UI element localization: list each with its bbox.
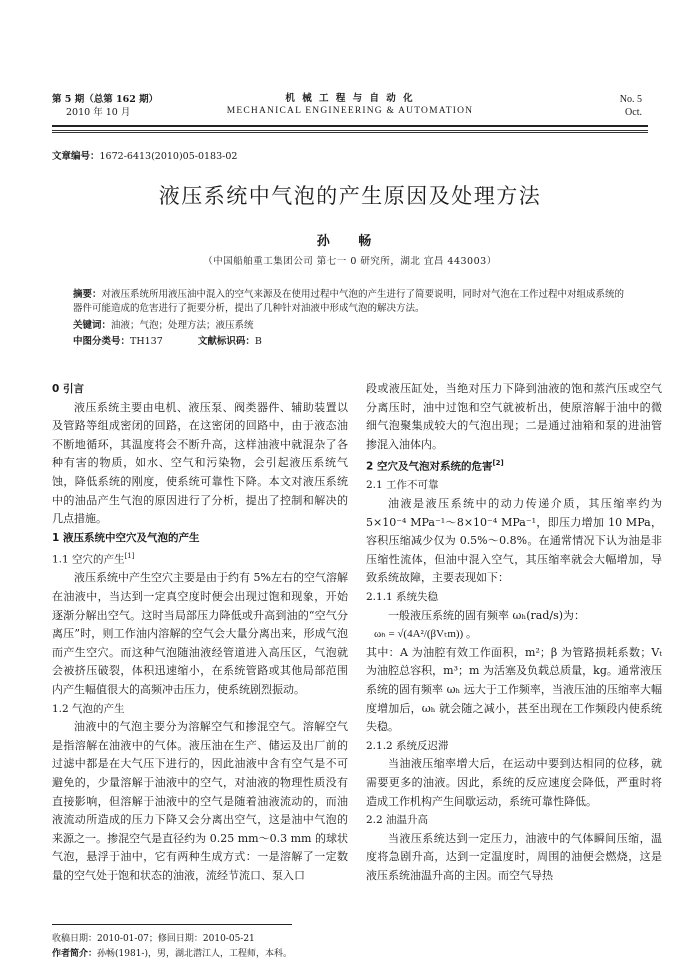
body-column-right — [366, 380, 662, 886]
section-heading-2 — [366, 454, 662, 476]
header-rule — [52, 125, 648, 127]
issue-month-en: Oct. — [625, 107, 642, 118]
subsection-title: 1.1 空穴的产生 — [52, 553, 125, 566]
section-title: 2 空穴及气泡对系统的危害 — [366, 460, 493, 473]
subsection-heading-1-1 — [52, 547, 348, 569]
formula-natural-frequency: ωₕ = √(4A²/(βVₜm)) 。 — [374, 628, 477, 641]
issue-no-en: No. 5 — [619, 94, 642, 105]
paragraph: 油液是液压系统中的动力传递介质，其压缩率约为 5×10⁻⁴ MPa⁻¹～8×10⁻⁴ MPa⁻¹，即压力增加 10 MPa，容积压缩减少仅为 0.5%～0.8%。在通常情况下认为油是非压缩性流体，但油中混入空气，其压缩率就会大幅增加，导致系统故障，主要表现如下： — [366, 497, 662, 585]
section-heading-intro: 0 引言 — [52, 383, 84, 395]
article-number-label: 文章编号： — [52, 151, 100, 162]
journal-name-cn: 机 械 工 程 与 自 动 化 — [285, 93, 415, 104]
subsection-heading-1-2: 1.2 气泡的产生 — [52, 702, 125, 715]
clc-label: 中图分类号： — [73, 336, 131, 347]
article-number — [52, 148, 237, 162]
paragraph: 液压系统中产生空穴主要是由于约有 5%左右的空气溶解在油液中，当达到一定真空度时便会出现过饱和现象，开始逐渐分解出空气。这时当局部压力降低或升高到油的“空气分离压”时，则工作油内溶解的空气会大量分离出来，形成气泡而产生空穴。而这种气泡随油液经管道进入高压区，气泡就会被挤压破裂，体积迅速缩小，在系统管路或其他局部范围内产生幅值很大的高频冲击压力，使系统剧烈振动。 — [52, 571, 348, 696]
subsubsection-heading-2-1-2: 2.1.2 系统反迟滞 — [366, 739, 449, 752]
affiliation: （中国船舶重工集团公司 第七一 0 研究所，湖北 宜昌 443003） — [203, 256, 497, 267]
paragraph: 当油液压缩率增大后，在运动中要到达相同的位移，就需要更多的油液。因此，系统的反应速度会降低，严重时将造成工作机构产生间歇运动，系统可靠性降低。 — [366, 757, 662, 808]
footnote-dates: 收稿日期：2010-01-07；修回日期：2010-05-21 — [52, 934, 255, 944]
footnote-author — [52, 946, 292, 959]
doc-code-value: B — [254, 336, 262, 347]
doc-code-label: 文献标识码： — [197, 336, 255, 347]
issue-info — [52, 93, 158, 119]
citation-ref: [1] — [124, 552, 135, 561]
abstract-label: 摘要： — [73, 289, 102, 300]
journal-name — [200, 92, 500, 118]
abstract — [73, 288, 629, 316]
article-number-value: 1672-6413(2010)05-0183-02 — [99, 151, 238, 162]
journal-name-en: MECHANICAL ENGINEERING & AUTOMATION — [226, 106, 474, 116]
author-bio-text: 孙畅(1981-)，男，湖北潜江人，工程师，本科。 — [97, 949, 292, 959]
header-rule-double — [52, 130, 648, 135]
subsubsection-heading-2-1-1: 2.1.1 系统失稳 — [366, 591, 439, 604]
keywords-label: 关键词： — [73, 320, 112, 331]
keywords — [73, 317, 254, 331]
issue-info-en — [620, 93, 642, 119]
subsection-heading-2-1: 2.1 工作不可靠 — [366, 479, 439, 492]
paragraph: 其中：A 为油腔有效工作面积，m²；β 为管路损耗系数；Vₜ 为油腔总容积，m³；m 为活塞及负载总质量，kg。通常液压系统的固有频率 ωₕ 远大于工作频率，当液压油的压缩率大幅度增加后，ωₕ 就会随之减小，甚至出现在工作频段内使系统失稳。 — [366, 645, 662, 734]
citation-ref: [2] — [492, 459, 504, 468]
subsection-heading-2-2: 2.2 油温升高 — [366, 814, 429, 827]
issue-number: 第 5 期（总第 162 期） — [52, 94, 159, 105]
paragraph: 油液中的气泡主要分为溶解空气和掺混空气。溶解空气是指溶解在油液中的气体。液压油在生产、储运及出厂前的过滤中都是在大气压下进行的，因此油液中含有空气是不可避免的，少量溶解于油液中的空气，对油液的物理性质没有直接影响，但溶解于油液中的空气是随着油液流动的，而油液流动所造成的压力下降又会分离出空气，这是油中气泡的来源之一。掺混空气是直径约为 0.25 mm～0.3 mm 的球状气泡，悬浮于油中，它有两种生成方式：一是溶解了一定数量的空气处于饱和状态的油液，流经节流口、泵入口 — [52, 720, 348, 882]
author-name: 孙 畅 — [316, 234, 384, 249]
paragraph: 液压系统主要由电机、液压泵、阀类器件、辅助装置以及管路等组成密闭的回路，在这密闭的回路中，由于液态油不断地循环，其温度将会不断升高，这样油液中就混杂了各种有害的物质，如水、空气和污染物，会引起液压系统气蚀，降低系统的刚度，使系统可靠性下降。本文对液压系统中的油品产生气泡的原因进行了分析，提出了控制和解决的几点措施。 — [52, 400, 348, 526]
abstract-text: 对液压系统所用液压油中混入的空气来源及在使用过程中气泡的产生进行了简要说明，同时对气泡在工作过程中对组成系统的器件可能造成的危害进行了扼要分析，提出了几种针对油液中形成气泡的解决方法。 — [73, 289, 625, 314]
footnote-rule — [52, 924, 292, 925]
keywords-text: 油液；气泡；处理方法；液压系统 — [111, 320, 254, 331]
paper-title: 液压系统中气泡的产生原因及处理方法 — [158, 184, 542, 208]
paragraph: 段或液压缸处，当绝对压力下降到油液的饱和蒸汽压或空气分离压时，油中过饱和空气就被析出，使原溶解于油中的微细气泡聚集成较大的气泡出现；二是通过油箱和泵的进油管掺混入油体内。 — [366, 382, 662, 451]
clc-value: TH137 — [130, 336, 163, 347]
author-bio-label: 作者简介： — [52, 949, 98, 959]
body-column-left — [52, 380, 348, 886]
paragraph: 一般液压系统的固有频率 ωₕ(rad/s)为： — [388, 608, 586, 622]
classification — [73, 333, 262, 347]
issue-date: 2010 年 10 月 — [66, 107, 131, 118]
section-heading-1: 1 液压系统中空穴及气泡的产生 — [52, 531, 200, 544]
paragraph: 当液压系统达到一定压力，油液中的气体瞬间压缩，温度将急剧升高，达到一定温度时，周围的油便会燃烧，这是液压系统油温升高的主因。而空气导热 — [366, 831, 662, 882]
